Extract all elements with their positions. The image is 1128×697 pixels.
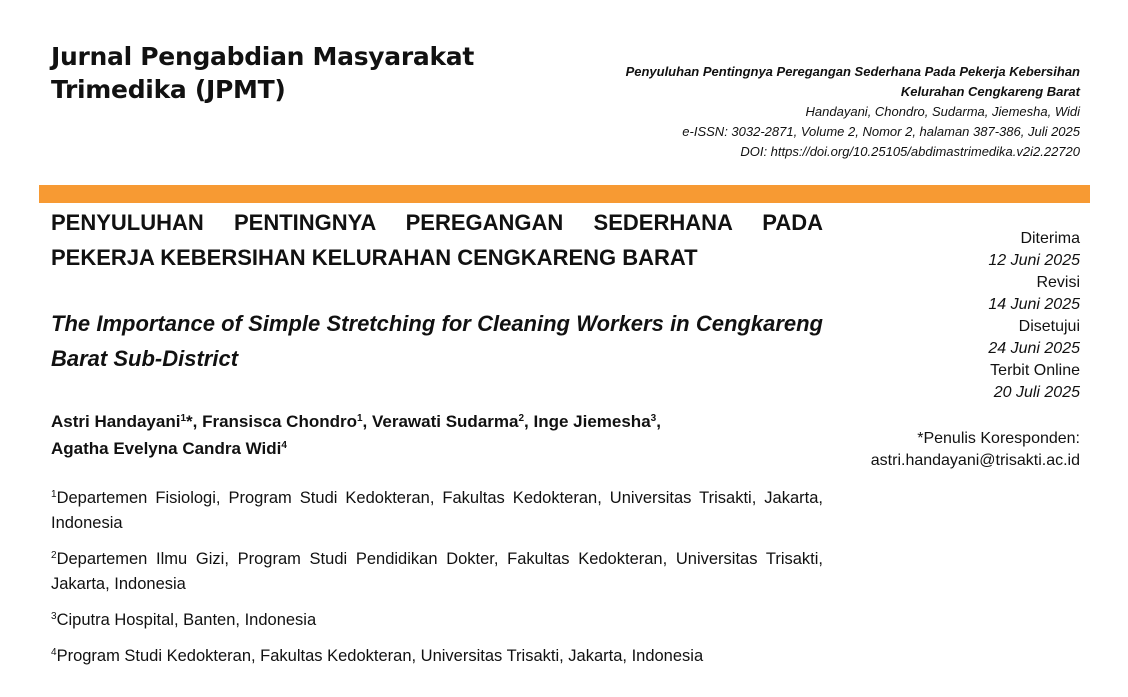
affiliation-number: 1 <box>51 489 57 500</box>
affiliation-text: Departemen Ilmu Gizi, Program Studi Pendidikan Dokter, Fakultas Kedokteran, Universitas Trisakti, Jakarta, Indonesia <box>51 550 823 593</box>
received-date: 12 Juni 2025 <box>988 252 1080 269</box>
journal-name-line1: Jurnal Pengabdian Masyarakat <box>51 42 474 71</box>
affiliation-list <box>51 486 823 680</box>
affiliation-item <box>51 547 823 597</box>
published-online-label: Terbit Online <box>990 362 1080 379</box>
running-title-line1: Penyuluhan Pentingnya Peregangan Sederhana Pada Pekerja Kebersihan <box>625 64 1080 79</box>
author-affiliation-mark: 3 <box>650 413 657 424</box>
author-separator: , <box>524 412 534 431</box>
article-title-english: The Importance of Simple Stretching for Cleaning Workers in Cengkareng Barat Sub-District <box>51 311 823 371</box>
running-authors: Handayani, Chondro, Sudarma, Jiemesha, Widi <box>805 104 1080 119</box>
affiliation-text: Departemen Fisiologi, Program Studi Kedokteran, Fakultas Kedokteran, Universitas Trisakti, Jakarta, Indonesia <box>51 489 823 532</box>
affiliation-number: 3 <box>51 611 57 622</box>
published-online-date: 20 Juli 2025 <box>993 384 1080 401</box>
corresponding-author <box>780 428 1080 472</box>
article-title-indonesian: PENYULUHAN PENTINGNYA PEREGANGAN SEDERHANA PADA PEKERJA KEBERSIHAN KELURAHAN CENGKARENG BARAT <box>51 210 823 270</box>
author-separator: , <box>362 412 372 431</box>
affiliation-item <box>51 644 823 669</box>
author-affiliation-mark: 1 <box>180 413 186 424</box>
journal-name <box>51 40 511 106</box>
author-affiliation-mark: 1 <box>356 413 363 424</box>
accepted-date: 24 Juni 2025 <box>988 340 1080 357</box>
author-separator: , <box>656 412 661 431</box>
author-separator: *, <box>186 412 203 431</box>
revised-date: 14 Juni 2025 <box>988 296 1080 313</box>
author-affiliation-mark: 4 <box>281 440 287 451</box>
revised-label: Revisi <box>1036 274 1080 291</box>
journal-name-line2: Trimedika (JPMT) <box>51 75 286 104</box>
author-affiliation-mark: 2 <box>518 413 525 424</box>
affiliation-text: Ciputra Hospital, Banten, Indonesia <box>56 611 317 629</box>
affiliation-text: Program Studi Kedokteran, Fakultas Kedokteran, Universitas Trisakti, Jakarta, Indonesia <box>56 647 704 665</box>
correspondence-email[interactable]: astri.handayani@trisakti.ac.id <box>870 452 1080 469</box>
affiliation-number: 4 <box>51 647 57 658</box>
author-name: Agatha Evelyna Candra Widi <box>51 439 282 458</box>
affiliation-item <box>51 608 823 633</box>
running-header <box>560 62 1080 162</box>
doi-line[interactable]: DOI: https://doi.org/10.25105/abdimastrimedika.v2i2.22720 <box>740 144 1080 159</box>
correspondence-label: *Penulis Koresponden: <box>917 430 1080 447</box>
running-title-line2: Kelurahan Cengkareng Barat <box>900 84 1080 99</box>
affiliation-item <box>51 486 823 536</box>
header-divider-bar <box>39 185 1090 203</box>
affiliation-number: 2 <box>51 550 57 561</box>
author-name: Verawati Sudarma <box>372 412 519 431</box>
author-name: Astri Handayani <box>51 412 181 431</box>
author-name: Inge Jiemesha <box>533 412 651 431</box>
article-history <box>840 228 1080 404</box>
issn-line: e-ISSN: 3032-2871, Volume 2, Nomor 2, halaman 387-386, Juli 2025 <box>682 124 1080 139</box>
author-name: Fransisca Chondro <box>202 412 357 431</box>
author-list <box>51 408 823 462</box>
received-label: Diterima <box>1020 230 1080 247</box>
accepted-label: Disetujui <box>1018 318 1080 335</box>
